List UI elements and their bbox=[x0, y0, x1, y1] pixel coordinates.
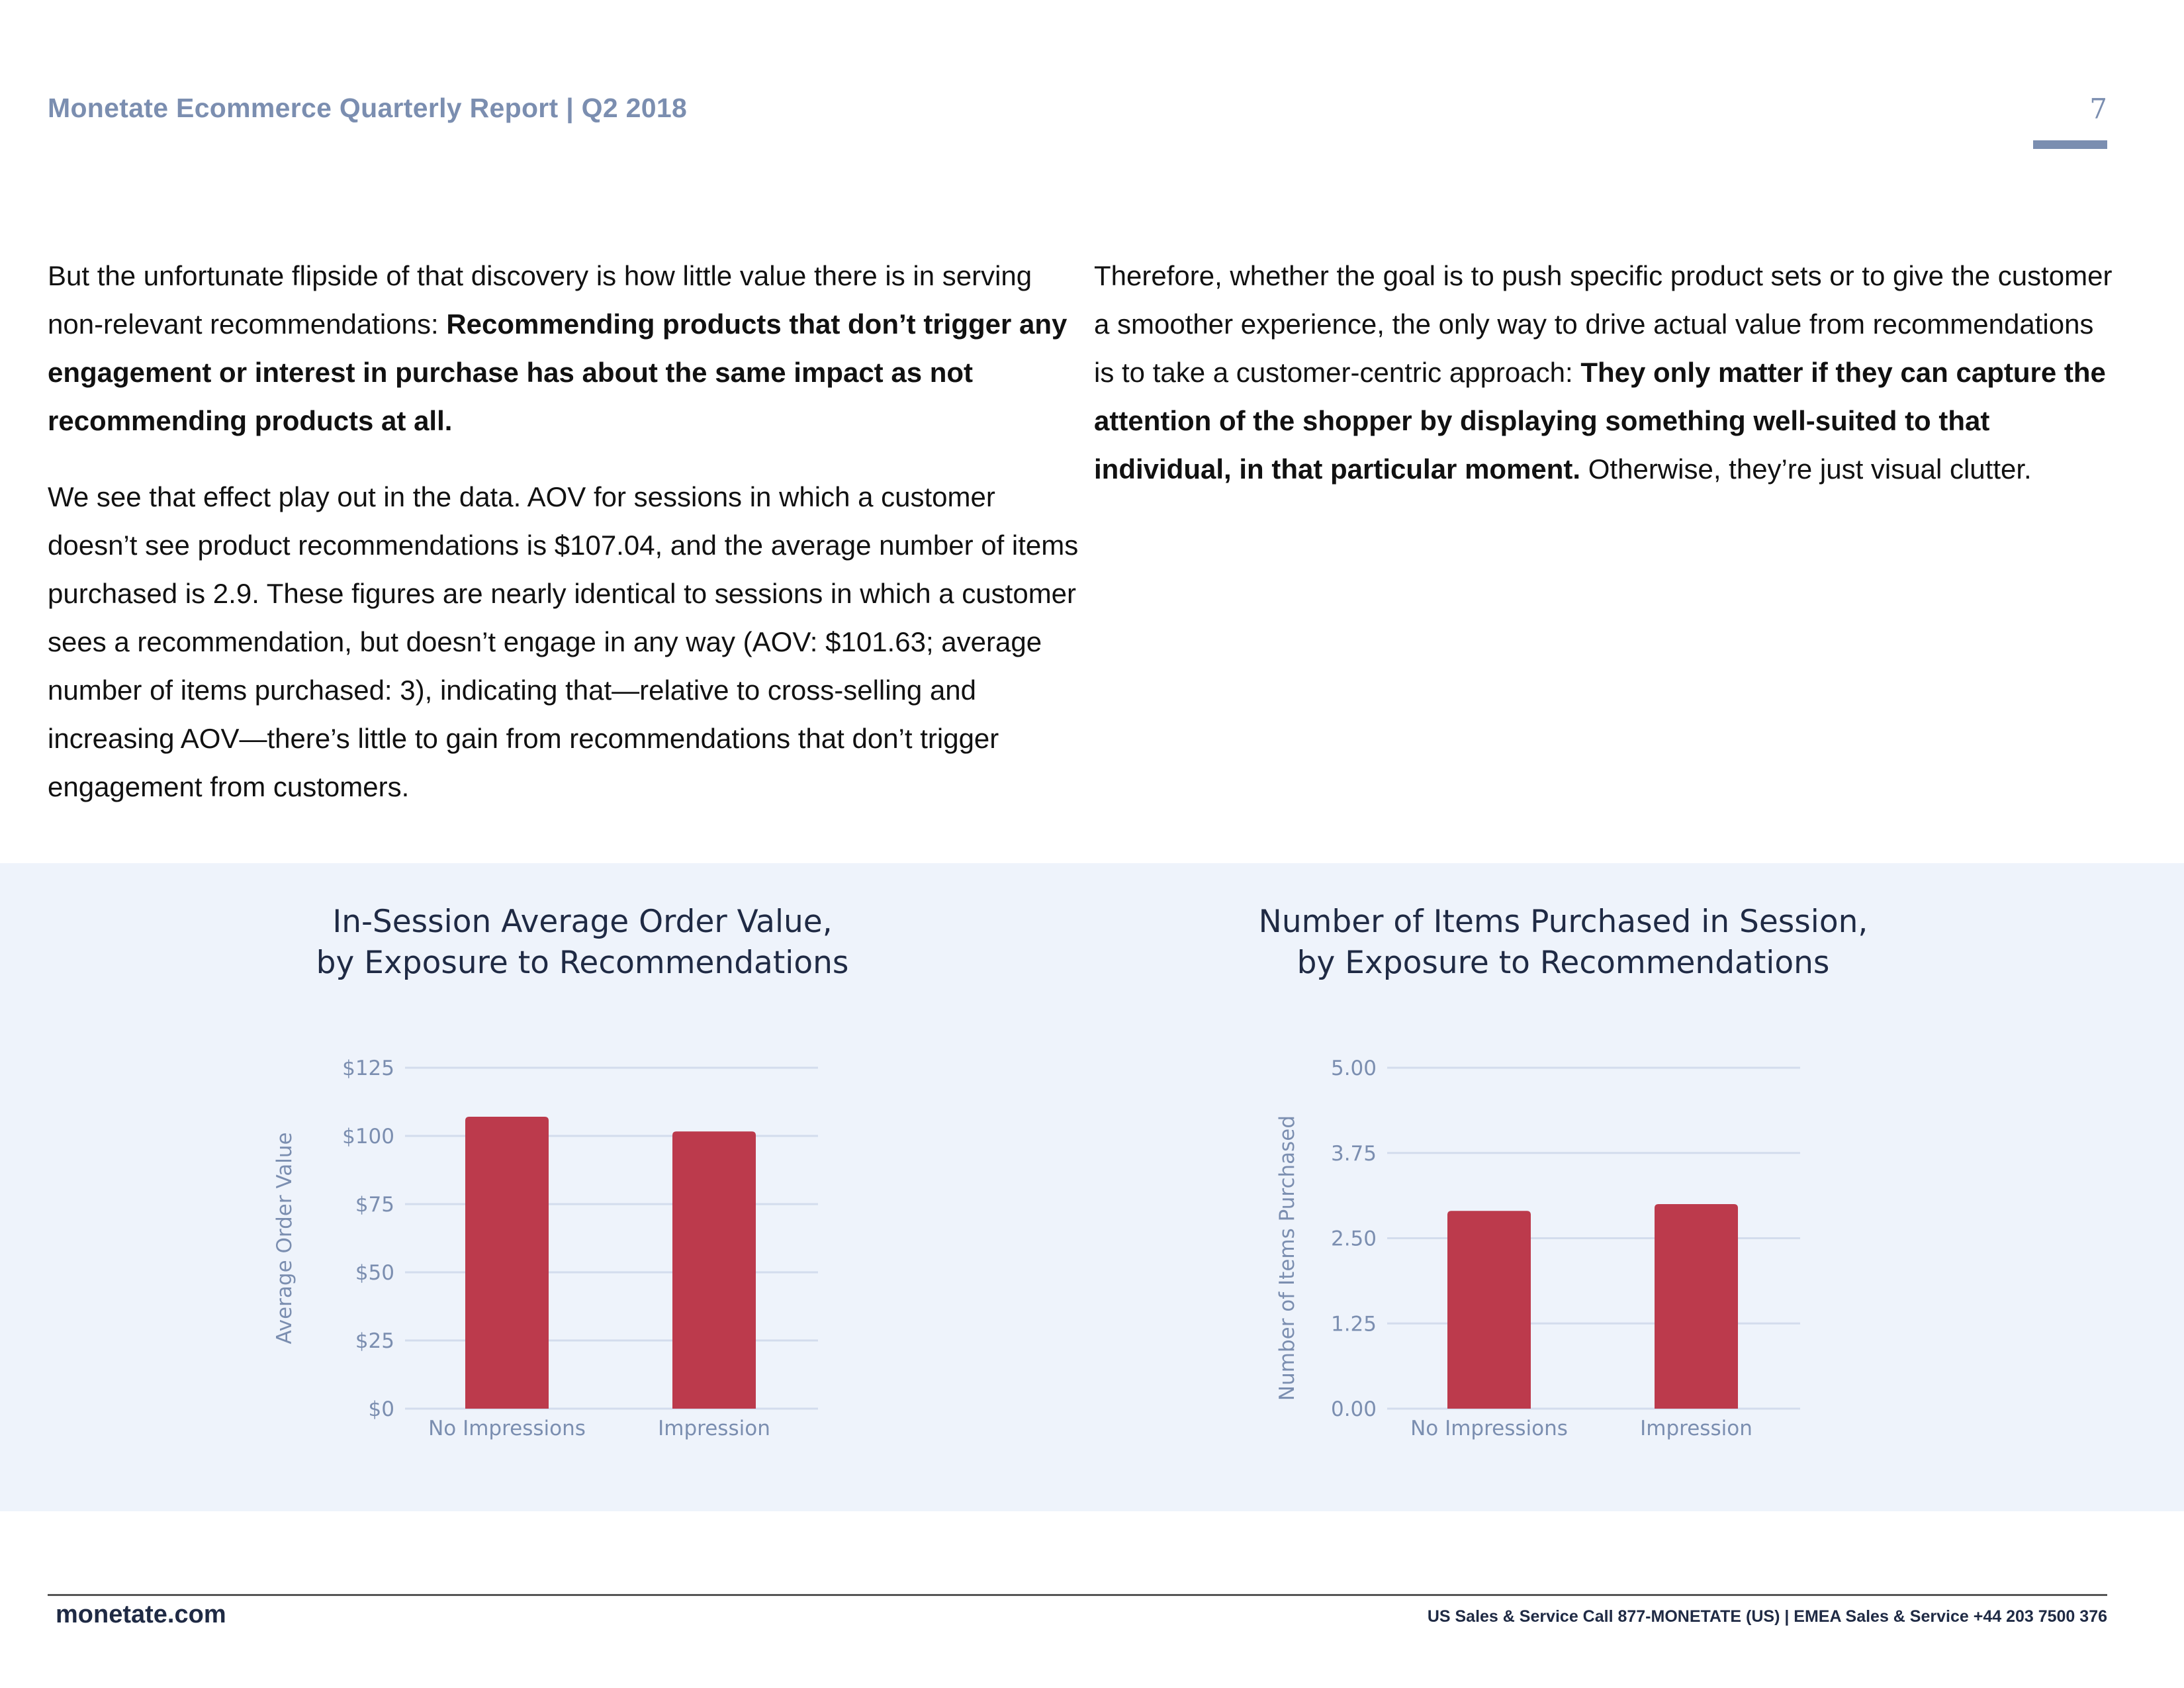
aov-y-tick-label: $25 bbox=[355, 1329, 394, 1353]
report-title: Monetate Ecommerce Quarterly Report | Q2 2018 bbox=[48, 93, 688, 123]
aov-bar bbox=[465, 1117, 549, 1409]
items-y-tick-label: 3.75 bbox=[1330, 1141, 1377, 1166]
items-y-tick-label: 0.00 bbox=[1330, 1397, 1377, 1421]
left-p1-text: But the unfortunate flipside of that discovery is how little value there is in serving non-relevant recommendations: bbox=[48, 260, 1032, 340]
aov-y-tick-label: $50 bbox=[355, 1261, 394, 1285]
items-x-category-label: Impression bbox=[1640, 1417, 1752, 1440]
page-number: 7 bbox=[2089, 93, 2107, 125]
aov-y-tick-label: $0 bbox=[368, 1397, 394, 1421]
aov-y-tick-label: $75 bbox=[355, 1193, 394, 1217]
right-p1-tail: Otherwise, they’re just visual clutter. bbox=[1580, 453, 2032, 485]
footer-site-link[interactable]: monetate.com bbox=[56, 1601, 226, 1628]
items-y-tick-label: 5.00 bbox=[1330, 1056, 1377, 1080]
right-p1-bold: They only matter if they can capture the attention of the shopper by displaying something well-suited to that individual, in that particular moment. bbox=[1094, 357, 2106, 485]
items-chart-title-line1: Number of Items Purchased in Session, bbox=[1258, 904, 1868, 940]
aov-y-tick-label: $100 bbox=[342, 1125, 394, 1149]
aov-x-category-label: Impression bbox=[658, 1417, 770, 1440]
items-y-axis-label: Number of Items Purchased bbox=[1275, 1115, 1299, 1401]
items-chart-title-line2: by Exposure to Recommendations bbox=[1297, 945, 1830, 981]
left-paragraph-2: We see that effect play out in the data. AOV for sessions in which a customer doesn’t see product recommendations is $107.04, and the average number of items purchased is 2.9. These figures are nearly identical to sessions in which a customer sees a recommendation, but doesn’t engage in any way (AOV: $101.63; average number of items purchased: 3), indicating that—relative to cross-selling and increasing AOV—there’s little to gain from recommendations that don’t trigger engagement from customers. bbox=[48, 481, 1079, 802]
items-bar bbox=[1655, 1204, 1738, 1409]
aov-x-category-label: No Impressions bbox=[428, 1417, 586, 1440]
items-bar bbox=[1447, 1211, 1531, 1409]
left-p1-bold: Recommending products that don’t trigger any engagement or interest in purchase has about the same impact as not recommending products at all. bbox=[48, 308, 1068, 436]
aov-chart-title-line2: by Exposure to Recommendations bbox=[316, 945, 849, 981]
aov-chart-title-line1: In-Session Average Order Value, bbox=[332, 904, 833, 940]
right-p1-text: Therefore, whether the goal is to push specific product sets or to give the customer a smoother experience, the only way to drive actual value from recommendations is to take a customer-centric approach: bbox=[1094, 260, 2113, 388]
items-y-tick-label: 2.50 bbox=[1330, 1227, 1377, 1251]
aov-y-tick-label: $125 bbox=[342, 1056, 394, 1080]
aov-bar bbox=[672, 1131, 756, 1409]
footer-divider bbox=[48, 1594, 2107, 1596]
footer-contact: US Sales & Service Call 877-MONETATE (US) | EMEA Sales & Service +44 203 7500 376 bbox=[1427, 1607, 2107, 1626]
aov-y-axis-label: Average Order Value bbox=[273, 1132, 296, 1344]
items-y-tick-label: 1.25 bbox=[1330, 1312, 1377, 1336]
items-x-category-label: No Impressions bbox=[1410, 1417, 1568, 1440]
